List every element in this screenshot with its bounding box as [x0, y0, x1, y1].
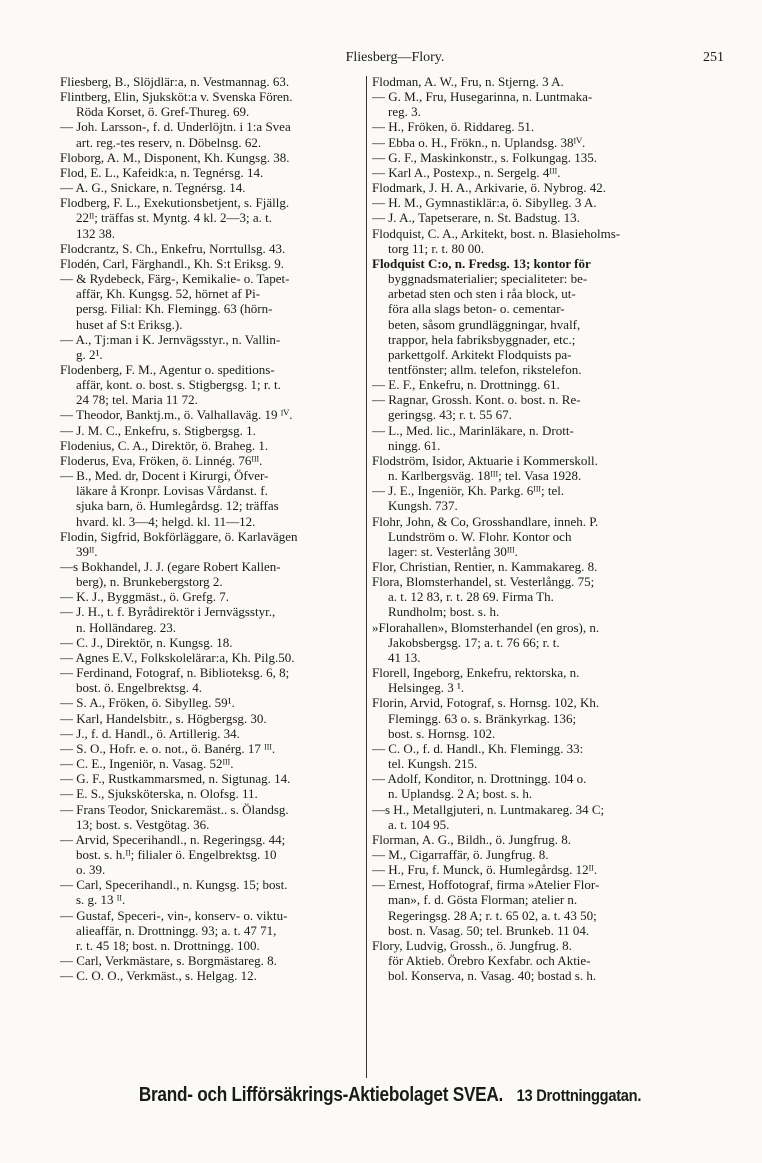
directory-entry-line: — E. F., Enkefru, n. Drottningg. 61. [372, 377, 560, 393]
entry-continuation-line: Lundström o. W. Flohr. Kontor och [388, 528, 572, 544]
entry-continuation-line: berg), n. Brunkebergstorg 2. [76, 574, 223, 590]
entry-continuation-line: Jakobsbergsg. 17; a. t. 76 66; r. t. [388, 634, 560, 650]
directory-entry-line: Florman, A. G., Bildh., ö. Jungfrug. 8. [372, 831, 571, 847]
directory-entry-line: — Theodor, Banktj.m., ö. Valhallaväg. 19 ᴵⱽ. [60, 407, 293, 423]
entry-continuation-line: föra alla slags beton- o. cementar- [388, 301, 565, 317]
directory-entry-line: Flodin, Sigfrid, Bokförläggare, ö. Karlavägen [60, 528, 298, 544]
entry-continuation-line: Flemingg. 63 o. s. Bränkyrkag. 136; [388, 710, 577, 726]
entry-continuation-line: n. Uplandsg. 2 A; bost. s. h. [388, 786, 533, 802]
entry-continuation-line: bost. s. Hornsg. 102. [388, 725, 496, 741]
directory-entry-line: — Ebba o. H., Frökn., n. Uplandsg. 38ᴵⱽ. [372, 134, 586, 150]
directory-entry-line: Floderus, Eva, Fröken, ö. Linnég. 76ᴵᴵᴵ. [60, 452, 263, 468]
directory-entry-line: Flora, Blomsterhandel, st. Vesterlångg. 75; [372, 574, 595, 590]
directory-entry-line: »Florahallen», Blomsterhandel (en gros), n. [372, 619, 600, 635]
directory-entry-line: Florin, Arvid, Fotograf, s. Hornsg. 102, Kh. [372, 695, 600, 711]
entry-continuation-line: torg 11; r. t. 80 00. [388, 240, 485, 256]
directory-entry-line: —s Bokhandel, J. J. (egare Robert Kallen- [60, 559, 281, 574]
directory-entry-line: — S. A., Fröken, ö. Sibylleg. 59¹. [60, 695, 235, 711]
directory-entry-line: — Carl, Verkmästare, s. Borgmästareg. 8. [60, 953, 277, 969]
directory-entry-line: Flodquist, C. A., Arkitekt, bost. n. Blasieholms- [372, 225, 621, 241]
entry-continuation-line: geringsg. 43; r. t. 55 67. [388, 407, 512, 423]
entry-continuation-line: r. t. 45 18; bost. n. Drottningg. 100. [76, 937, 260, 953]
page-number: 251 [703, 50, 724, 65]
entry-continuation-line: g. 2¹. [76, 346, 103, 362]
directory-entry-line: — Adolf, Konditor, n. Drottningg. 104 o. [372, 771, 587, 787]
entry-continuation-line: 39ᴵᴵ. [76, 543, 98, 559]
entry-continuation-line: bol. Konserva, n. Vasag. 40; bostad s. h. [388, 968, 597, 984]
directory-entry-line: — G. M., Fru, Husegarinna, n. Luntmaka- [372, 89, 593, 105]
entry-continuation-line: 132 38. [76, 225, 115, 241]
directory-entry-line: — Ragnar, Grossh. Kont. o. bost. n. Re- [372, 392, 581, 408]
directory-entry-line: Flohr, John, & Co, Grosshandlare, inneh. P. [372, 513, 599, 529]
entry-continuation-line: 13; bost. s. Vestgötag. 36. [76, 816, 210, 832]
directory-entry-line: — C. J., Direktör, n. Kungsg. 18. [60, 634, 233, 650]
directory-entry-line: — Arvid, Specerihandl., n. Regeringsg. 44; [60, 831, 286, 847]
entry-continuation-line: Helsingeg. 3 ¹. [388, 680, 465, 696]
running-head: Fliesberg—Flory. [345, 50, 445, 65]
directory-entry-line: — J. H., t. f. Byrådirektör i Jernvägsstyr., [60, 604, 276, 620]
entry-continuation-line: alieaffär, n. Drottningg. 93; a. t. 47 71, [76, 922, 277, 938]
directory-entry-line: — Karl, Handelsbitr., s. Högbergsg. 30. [60, 710, 267, 726]
directory-entry-line: — H., Fröken, ö. Riddareg. 51. [372, 119, 535, 135]
entry-continuation-line: tentfönster; allm. telefon, rikstelefon. [388, 361, 582, 377]
entry-continuation-line: för Aktieb. Örebro Kexfabr. och Aktie- [388, 953, 591, 969]
directory-entry-line: Flodberg, F. L., Exekutionsbetjent, s. Fjällg. [60, 195, 290, 211]
directory-entry-line: Flodmark, J. H. A., Arkivarie, ö. Nybrog. 42. [372, 180, 606, 196]
directory-entry-line: — G. F., Rustkammarsmed, n. Sigtunag. 14. [60, 771, 291, 787]
directory-entry-line: — H. M., Gymnastiklär:a, ö. Sibylleg. 3 A. [372, 195, 597, 211]
entry-continuation-line: affär, Kh. Kungsg. 52, hörnet af Pi- [76, 286, 261, 302]
entry-continuation-line: man», f. d. Gösta Florman; atelier n. [388, 892, 578, 908]
directory-entry-line: — B., Med. dr, Docent i Kirurgi, Öfver- [60, 468, 269, 484]
directory-entry-line: — L., Med. lic., Marinläkare, n. Drott- [372, 422, 574, 438]
entry-continuation-line: n. Karlbergsväg. 18ᴵᴵᴵ; tel. Vasa 1928. [388, 468, 582, 484]
directory-entry-line: — Karl A., Postexp., n. Sergelg. 4ᴵᴵᴵ. [372, 164, 561, 180]
entry-continuation-line: trappor, hela fabriksbyggnader, etc.; [388, 331, 576, 347]
entry-continuation-line: 22ᴵᴵ; träffas st. Myntg. 4 kl. 2—3; a. t. [76, 210, 272, 226]
directory-entry-line: Flodcrantz, S. Ch., Enkefru, Norrtullsg. 43. [60, 240, 286, 256]
directory-entry-line: Flod, E. L., Kafeidk:a, n. Tegnérsg. 14. [60, 164, 264, 180]
directory-entry-line: — C. O. O., Verkmäst., s. Helgag. 12. [60, 968, 257, 984]
directory-entry-line: — Gustaf, Speceri-, vin-, konserv- o. viktu- [60, 907, 288, 923]
entry-continuation-line: byggnadsmaterialier; specialiteter: be- [388, 271, 588, 287]
entry-continuation-line: bost. ö. Engelbrektsg. 4. [76, 680, 203, 696]
entry-continuation-line: läkare å Kronpr. Lovisas Vårdanst. f. [76, 483, 268, 499]
directory-entry-line: Flory, Ludvig, Grossh., ö. Jungfrug. 8. [372, 937, 572, 953]
entry-continuation-line: Rundholm; bost. s. h. [388, 604, 500, 620]
directory-entry-line: — A., Tj:man i K. Jernvägsstyr., n. Vallin- [60, 331, 281, 347]
entry-continuation-line: Röda Korset, ö. Gref-Thureg. 69. [76, 104, 250, 120]
entry-continuation-line: sjuka barn, ö. Humlegårdsg. 12; träffas [76, 498, 279, 514]
directory-entry-line: — Joh. Larsson-, f. d. Underlöjtn. i 1:a Svea [60, 119, 291, 135]
directory-entry-line: — J., f. d. Handl., ö. Artillerig. 34. [60, 725, 240, 741]
entry-continuation-line: reg. 3. [388, 104, 421, 120]
directory-entry-line: — Ernest, Hoffotograf, firma »Atelier Flor- [372, 877, 600, 893]
footer-address: 13 Drottninggatan. [516, 1086, 642, 1105]
directory-entry-line: Fliesberg, B., Slöjdlär:a, n. Vestmannag. 63. [60, 74, 290, 89]
entry-continuation-line: huset af S:t Eriksg.). [76, 316, 183, 332]
directory-entry-line: Flodenberg, F. M., Agentur o. speditions- [60, 361, 275, 377]
entry-continuation-line: bost. s. h.ᴵᴵ; filialer ö. Engelbrektsg. 10 [76, 846, 277, 862]
entry-continuation-line: hvard. kl. 3—4; helgd. kl. 11—12. [76, 513, 256, 529]
directory-entry-line: Flintberg, Elin, Sjuksköt:a v. Svenska Fören. [60, 89, 293, 105]
directory-entry-line: — Carl, Specerihandl., n. Kungsg. 15; bost. [60, 877, 288, 893]
directory-entry-line: — J. M. C., Enkefru, s. Stigbergsg. 1. [60, 422, 256, 438]
directory-entry-line: — Agnes E.V., Folkskolelärar:a, Kh. Pilg.50. [60, 649, 295, 665]
directory-entry-line: — J. A., Tapetserare, n. St. Badstug. 13. [372, 210, 580, 226]
directory-entry-line: — Frans Teodor, Snickaremäst.. s. Ölandsg. [60, 801, 289, 817]
entry-continuation-line: ningg. 61. [388, 437, 441, 453]
column-divider [366, 76, 367, 1078]
page-header [60, 50, 730, 72]
directory-entry-line: Flodström, Isidor, Aktuarie i Kommerskoll. [372, 452, 598, 468]
entry-continuation-line: persg. Filial: Kh. Flemingg. 63 (hörn- [76, 301, 273, 317]
entry-continuation-line: 41 13. [388, 649, 421, 665]
directory-entry-line: — S. O., Hofr. e. o. not., ö. Banérg. 17 ᴵᴵᴵ. [60, 740, 276, 756]
entry-continuation-line: beten, såsom grundläggningar, hvalf, [388, 316, 581, 332]
entry-continuation-line: tel. Kungsh. 215. [388, 756, 478, 772]
entry-continuation-line: Kungsh. 737. [388, 498, 458, 514]
entry-continuation-line: bost. n. Vasag. 50; tel. Brunkeb. 11 04. [388, 922, 590, 938]
entry-continuation-line: arbetad sten och sten i råa block, ut- [388, 286, 576, 302]
entry-continuation-line: lager: st. Vesterlång 30ᴵᴵᴵ. [388, 543, 518, 559]
directory-entry-line: — J. E., Ingeniör, Kh. Parkg. 6ᴵᴵᴵ; tel. [372, 483, 565, 499]
entry-continuation-line: Regeringsg. 28 A; r. t. 65 02, a. t. 43 50; [388, 907, 597, 923]
advertisement-footer [98, 1084, 683, 1107]
directory-entry-line: Florell, Ingeborg, Enkefru, rektorska, n. [372, 665, 580, 681]
directory-entry-line: Flor, Christian, Rentier, n. Kammakareg. 8. [372, 559, 598, 574]
entry-continuation-line: a. t. 12 83, r. t. 28 69. Firma Th. [388, 589, 554, 605]
directory-entry-line: — E. S., Sjuksköterska, n. Olofsg. 11. [60, 786, 258, 802]
entry-continuation-line: 24 78; tel. Maria 11 72. [76, 392, 198, 408]
directory-entry-line: — Ferdinand, Fotograf, n. Biblioteksg. 6, 8; [60, 665, 290, 681]
directory-entry-line: —s H., Metallgjuteri, n. Luntmakareg. 34 C; [372, 801, 605, 817]
entry-continuation-line: n. Holländareg. 23. [76, 619, 177, 635]
entry-continuation-line: a. t. 104 95. [388, 816, 450, 832]
entry-continuation-line: parkettgolf. Arkitekt Flodquists pa- [388, 346, 572, 362]
entry-continuation-line: affär, kont. o. bost. s. Stigbergsg. 1; r. t. [76, 377, 281, 393]
directory-entry-line: Flodman, A. W., Fru, n. Stjerng. 3 A. [372, 74, 564, 89]
directory-entry-line: Flodquist C:o, n. Fredsg. 13; kontor för [372, 255, 591, 271]
entry-continuation-line: s. g. 13 ᴵᴵ. [76, 892, 126, 908]
directory-entry-line: — K. J., Byggmäst., ö. Grefg. 7. [60, 589, 229, 605]
directory-entry-line: — C. E., Ingeniör, n. Vasag. 52ᴵᴵᴵ. [60, 756, 234, 772]
footer-company: Brand- och Lifförsäkrings-Aktiebolaget SVEA. [138, 1084, 504, 1106]
directory-entry-line: — M., Cigarraffär, ö. Jungfrug. 8. [372, 846, 549, 862]
entry-continuation-line: o. 39. [76, 862, 106, 878]
directory-entry-line: — G. F., Maskinkonstr., s. Folkungag. 135. [372, 149, 598, 165]
directory-entry-line: — A. G., Snickare, n. Tegnérsg. 14. [60, 180, 246, 196]
right-column [372, 74, 712, 1080]
directory-entry-line: — & Rydebeck, Färg-, Kemikalie- o. Tapet- [60, 271, 290, 287]
directory-entry-line: Flоborg, A. M., Disponent, Kh. Kungsg. 38. [60, 149, 290, 165]
directory-entry-line: — C. O., f. d. Handl., Kh. Flemingg. 33: [372, 740, 584, 756]
directory-entry-line: — H., Fru, f. Munck, ö. Humlegårdsg. 12ᴵᴵ. [372, 862, 598, 878]
left-column [60, 74, 365, 1080]
directory-entry-line: Flodenius, C. A., Direktör, ö. Braheg. 1. [60, 437, 269, 453]
directory-entry-line: Flodén, Carl, Färghandl., Kh. S:t Eriksg. 9. [60, 255, 285, 271]
entry-continuation-line: art. reg.-tes reserv, n. Döbelnsg. 62. [76, 134, 262, 150]
